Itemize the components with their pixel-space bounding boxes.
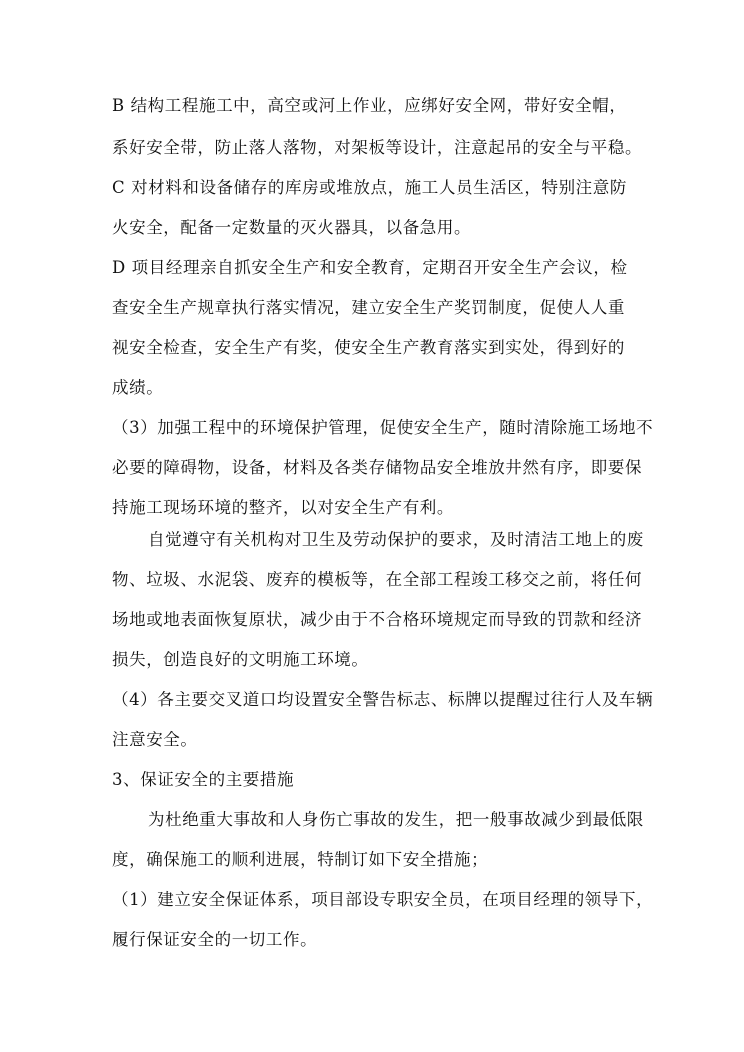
text-line: 视安全检查，安全生产有奖，使安全生产教育落实到实处，得到好的 (112, 338, 625, 357)
text-line: 必要的障碍物，设备，材料及各类存储物品安全堆放井然有序，即要保 (112, 458, 643, 477)
text-line: 为杜绝重大事故和人身伤亡事故的发生，把一般事故减少到最低限 (148, 810, 644, 829)
text-line: 履行保证安全的一切工作。 (112, 930, 318, 949)
text-line: （1）建立安全保证体系，项目部设专职安全员，在项目经理的领导下， (112, 890, 654, 909)
text-line: B 结构工程施工中，高空或河上作业，应绑好安全网，带好安全帽， (112, 96, 627, 115)
text-line: 物、垃圾、水泥袋、废弃的模板等，在全部工程竣工移交之前，将任何 (112, 570, 643, 589)
text-line: 持施工现场环境的整齐，以对安全生产有利。 (112, 498, 454, 517)
text-line: 系好安全带，防止落人落物，对架板等设计，注意起吊的安全与平稳。 (112, 138, 643, 157)
text-line: 损失，创造良好的文明施工环境。 (112, 650, 369, 669)
text-line: 成绩。 (112, 378, 164, 397)
text-line: （3）加强工程中的环境保护管理，促使安全生产，随时清除施工场地不 (112, 418, 654, 437)
text-line: 度，确保施工的顺利进展，特制订如下安全措施； (112, 850, 489, 869)
section-heading: 3、保证安全的主要措施 (112, 770, 295, 789)
text-line: C 对材料和设备储存的库房或堆放点，施工人员生活区，特别注意防 (112, 178, 627, 197)
text-line: 火安全，配备一定数量的灭火器具，以备急用。 (112, 218, 472, 237)
text-line: 自觉遵守有关机构对卫生及劳动保护的要求，及时清洁工地上的废 (148, 530, 644, 549)
text-line: 场地或地表面恢复原状，减少由于不合格环境规定而导致的罚款和经济 (112, 610, 643, 629)
text-line: D 项目经理亲自抓安全生产和安全教育，定期召开安全生产会议，检 (112, 258, 628, 277)
text-line: 注意安全。 (112, 730, 198, 749)
text-line: 查安全生产规章执行落实情况，建立安全生产奖罚制度，促使人人重 (112, 298, 625, 317)
text-line: （4）各主要交叉道口均设置安全警告标志、标牌以提醒过往行人及车辆 (112, 690, 654, 709)
